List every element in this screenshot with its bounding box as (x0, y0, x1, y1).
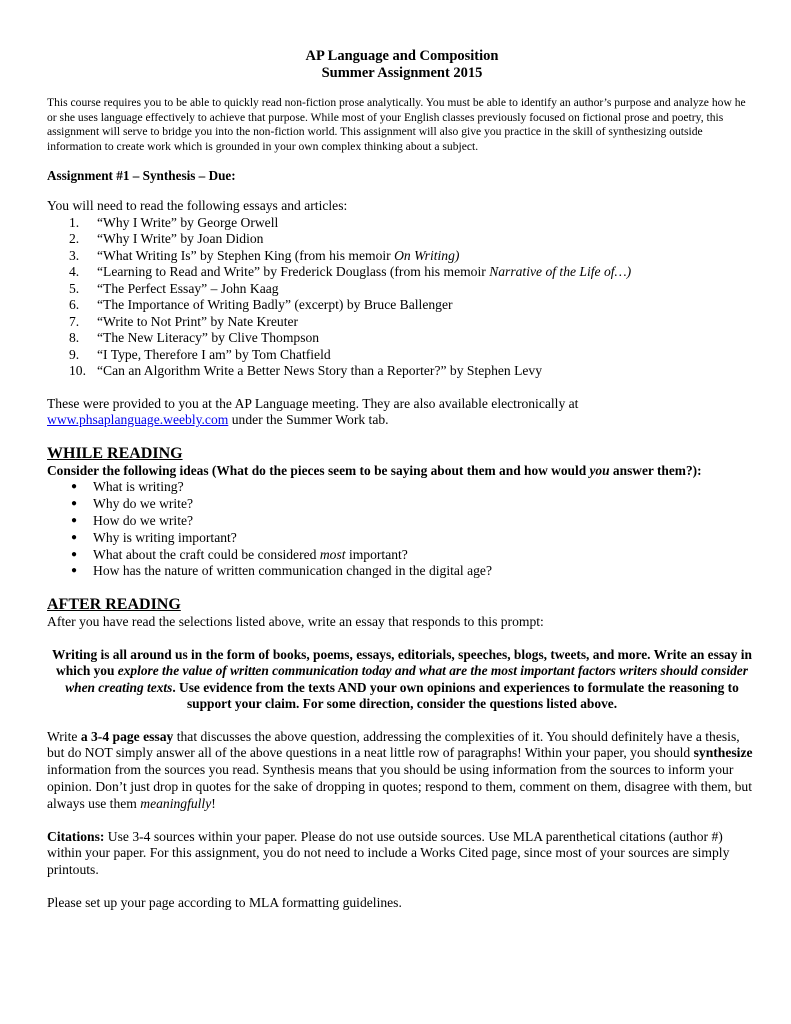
after-reading-intro: After you have read the selections listed above, write an essay that responds to this prompt: (47, 614, 544, 630)
document-title (47, 48, 757, 82)
list-item (47, 314, 757, 331)
while-reading-heading: WHILE READING (47, 444, 183, 462)
list-item-text: “The Perfect Essay” – John Kaag (97, 280, 279, 296)
essay-list (47, 215, 757, 380)
availability-text-end: under the Summer Work tab. (228, 412, 389, 428)
idea-text: What is writing? (93, 479, 184, 495)
bullet-icon: ● (71, 498, 78, 510)
list-item-text: “Why I Write” by Joan Didion (97, 231, 264, 247)
list-item (47, 248, 757, 265)
bullet-icon: ● (71, 565, 78, 577)
list-item-text: “Learning to Read and Write” by Frederick Douglass (from his memoir (97, 264, 490, 280)
list-item (47, 530, 757, 547)
list-number: 8. (69, 330, 80, 346)
list-item-text: “I Type, Therefore I am” by Tom Chatfield (97, 346, 331, 362)
list-item (47, 281, 757, 298)
instructions-text: ! (211, 795, 216, 811)
prompt-text: Writing is all around us in the form of books, poems, essays, editorials, speeches, blogs, tweets, and more. Write an essay in which you (52, 646, 752, 679)
after-reading-heading: AFTER READING (47, 596, 181, 614)
list-item-italic: On Writing) (394, 247, 460, 263)
idea-text-end: important? (345, 546, 408, 562)
list-number: 1. (69, 214, 80, 230)
citations-label: Citations: (47, 828, 105, 844)
instructions-text: Write (47, 728, 81, 744)
availability-text: These were provided to you at the AP Language meeting. They are also available electronically at (47, 395, 579, 411)
list-item-text: “Write to Not Print” by Nate Kreuter (97, 313, 299, 329)
list-item (47, 347, 757, 364)
consider-italic: you (589, 462, 610, 478)
list-item-italic: Narrative of the Life of…) (489, 264, 632, 280)
instructions-text: information from the sources you read. Synthesis means that you should be using information from the sources to inform your opinion. Don’t just drop in quotes for the sake of dropping in quotes; respond to them, comment on them, disagree with them, but always use them (47, 762, 753, 811)
list-item (47, 479, 757, 496)
essay-instructions (47, 729, 757, 813)
website-link[interactable]: www.phsaplanguage.weebly.com (47, 412, 229, 428)
consider-text: Consider the following ideas (What do the pieces seem to be saying about them and how would (47, 462, 590, 478)
reading-list-intro: You will need to read the following essays and articles: (47, 198, 348, 214)
list-item (47, 513, 757, 530)
ideas-list (47, 479, 757, 580)
list-item-text: “The Importance of Writing Badly” (excerpt) by Bruce Ballenger (97, 297, 453, 313)
idea-italic: most (319, 546, 346, 562)
intro-paragraph: This course requires you to be able to quickly read non-fiction prose analytically. You must be able to identify an author’s purpose and analyze how he or she uses language effectively to achieve that purpose. While most of your English classes previously focused on fictional prose and poetry, this assignment will serve to bridge you into the non-fiction world. This assignment will also give you practice in the skill of synthesizing outside information to create work which is grounded in your own complex thinking about a subject. (47, 96, 746, 153)
list-number: 3. (69, 247, 80, 263)
title-line-1: AP Language and Composition (305, 48, 499, 64)
bullet-icon: ● (71, 531, 78, 543)
list-item (47, 547, 757, 564)
citations-text: Use 3-4 sources within your paper. Please do not use outside sources. Use MLA parenthetical citations (author #) within your paper. For this assignment, you do not need to include a Works Cited page, since most of your sources are simply printouts. (47, 828, 730, 878)
list-item (47, 563, 757, 580)
citations-paragraph (47, 829, 757, 879)
list-item (47, 363, 757, 380)
list-item-text: “Can an Algorithm Write a Better News Story than a Reporter?” by Stephen Levy (97, 363, 543, 379)
list-item (47, 496, 757, 513)
list-item-text: “Why I Write” by George Orwell (97, 214, 279, 230)
idea-text: Why is writing important? (93, 529, 237, 545)
instructions-italic: meaningfully (140, 795, 212, 811)
idea-text: How has the nature of written communication changed in the digital age? (93, 563, 492, 579)
idea-text: How do we write? (93, 512, 194, 528)
prompt-text-end: . Use evidence from the texts AND your own opinions and experiences to formulate the reasoning to support your claim. For some direction, consider the questions listed above. (172, 679, 739, 712)
list-item (47, 297, 757, 314)
assignment-heading: Assignment #1 – Synthesis – Due: (47, 168, 236, 184)
consider-text-end: answer them?): (609, 462, 702, 478)
consider-instructions (47, 463, 757, 480)
list-number: 2. (69, 231, 80, 247)
essay-prompt (47, 647, 757, 713)
list-number: 6. (69, 297, 80, 313)
list-number: 10. (69, 363, 86, 379)
document-page (47, 48, 757, 912)
bullet-icon: ● (71, 548, 78, 560)
list-item-text: “The New Literacy” by Clive Thompson (97, 330, 320, 346)
list-item (47, 231, 757, 248)
instructions-bold: a 3-4 page essay (80, 728, 174, 744)
list-item-text: “What Writing Is” by Stephen King (from his memoir (97, 247, 395, 263)
mla-paragraph: Please set up your page according to MLA formatting guidelines. (47, 895, 402, 911)
list-number: 9. (69, 346, 80, 362)
idea-text: What about the craft could be considered (93, 546, 320, 562)
list-item (47, 330, 757, 347)
idea-text: Why do we write? (93, 496, 194, 512)
list-number: 4. (69, 264, 80, 280)
bullet-icon: ● (71, 481, 78, 493)
instructions-text: that discusses the above question, addressing the complexities of it. You should definitely have a thesis, but do NOT simply answer all of the above questions in a neat little row of paragraphs! Within your paper, you should (47, 728, 740, 761)
list-item (47, 264, 757, 281)
availability-paragraph (47, 396, 757, 429)
list-number: 7. (69, 313, 80, 329)
list-item (47, 215, 757, 232)
bullet-icon: ● (71, 514, 78, 526)
title-line-2: Summer Assignment 2015 (321, 65, 483, 81)
list-number: 5. (69, 280, 80, 296)
instructions-bold: synthesize (693, 745, 753, 761)
prompt-italic: explore the value of written communication today and what are the most important factors writers should consider when creating texts (65, 663, 748, 695)
